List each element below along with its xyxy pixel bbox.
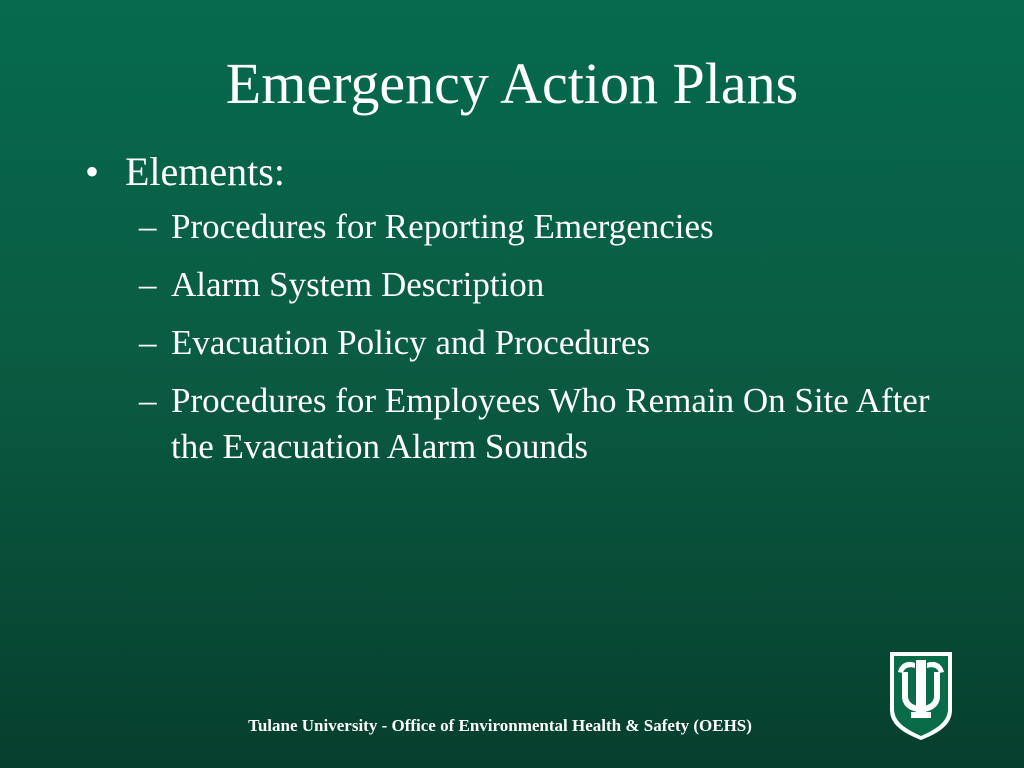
dash-marker: – [139, 323, 157, 362]
sub-bullet-item [139, 378, 945, 470]
sub-bullet-list [139, 204, 945, 470]
sub-bullet-text: Procedures for Employees Who Remain On Site After the Evacuation Alarm Sounds [171, 381, 930, 466]
slide-content [85, 146, 945, 482]
dash-marker: – [139, 381, 157, 420]
sub-bullet-text: Evacuation Policy and Procedures [171, 323, 651, 362]
footer-text: Tulane University - Office of Environmental Health & Safety (OEHS) [248, 716, 752, 735]
sub-bullet-text: Alarm System Description [171, 265, 545, 304]
sub-bullet-item [139, 262, 945, 308]
sub-bullet-item [139, 204, 945, 250]
sub-bullet-item [139, 320, 945, 366]
slide-title: Emergency Action Plans [225, 51, 799, 116]
tulane-shield-logo-icon [888, 650, 954, 742]
bullet-label: Elements: [125, 149, 285, 194]
bullet-elements [85, 146, 945, 198]
sub-bullet-text: Procedures for Reporting Emergencies [171, 207, 714, 246]
bullet-marker: • [85, 149, 100, 194]
dash-marker: – [139, 265, 157, 304]
dash-marker: – [139, 207, 157, 246]
